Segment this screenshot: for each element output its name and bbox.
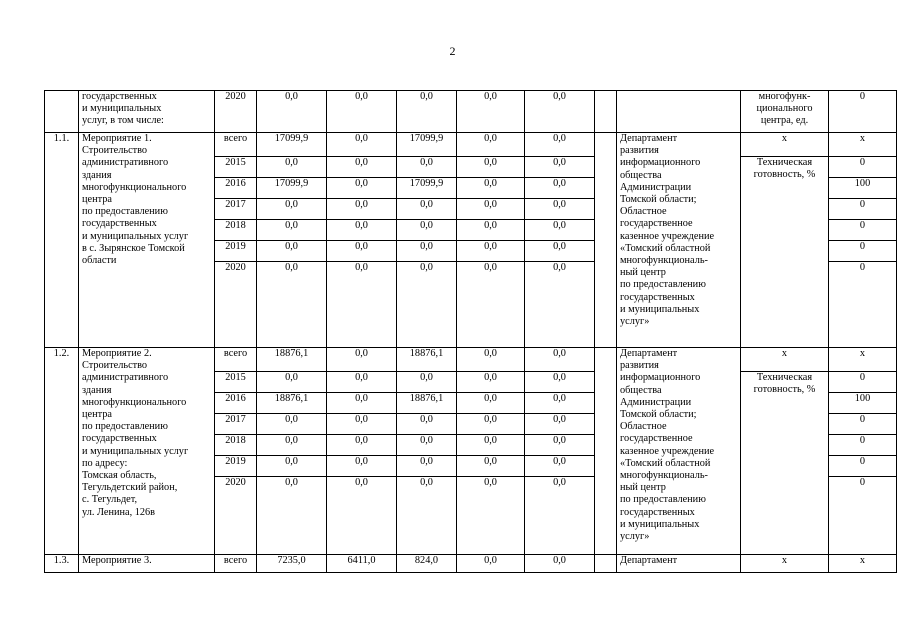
regional-amount: 824,0	[397, 555, 457, 573]
extra-amount: 0,0	[525, 348, 595, 372]
total-amount: 17099,9	[257, 178, 327, 199]
empty-cell	[595, 91, 617, 133]
total-amount: 17099,9	[257, 133, 327, 157]
year-cell: всего	[215, 348, 257, 372]
year-cell: 2015	[215, 157, 257, 178]
local-amount: 0,0	[457, 220, 525, 241]
measure-name: государственных и муниципальных услуг, в том числе:	[79, 91, 215, 133]
local-amount: 0,0	[457, 133, 525, 157]
indicator-value: 0	[829, 414, 897, 435]
regional-amount: 0,0	[397, 91, 457, 133]
indicator-value: 0	[829, 262, 897, 348]
indicator-value: 0	[829, 91, 897, 133]
extra-amount: 0,0	[525, 262, 595, 348]
indicator-value: 0	[829, 199, 897, 220]
local-amount: 0,0	[457, 199, 525, 220]
executor-name	[617, 91, 741, 133]
extra-amount: 0,0	[525, 414, 595, 435]
local-amount: 0,0	[457, 91, 525, 133]
extra-amount: 0,0	[525, 199, 595, 220]
total-amount: 18876,1	[257, 393, 327, 414]
regional-amount: 0,0	[397, 157, 457, 178]
federal-amount: 0,0	[327, 199, 397, 220]
measure-name: Мероприятие 3.	[79, 555, 215, 573]
regional-amount: 18876,1	[397, 393, 457, 414]
row-number: 1.2.	[45, 348, 79, 555]
extra-amount: 0,0	[525, 178, 595, 199]
page-number: 2	[449, 44, 456, 58]
indicator-value: х	[829, 133, 897, 157]
row-number: 1.3.	[45, 555, 79, 573]
federal-amount: 0,0	[327, 133, 397, 157]
executor-name: Департамент	[617, 555, 741, 573]
local-amount: 0,0	[457, 393, 525, 414]
regional-amount: 0,0	[397, 435, 457, 456]
federal-amount: 0,0	[327, 456, 397, 477]
total-amount: 0,0	[257, 220, 327, 241]
local-amount: 0,0	[457, 241, 525, 262]
row-number	[45, 91, 79, 133]
indicator-value: 100	[829, 178, 897, 199]
total-amount: 7235,0	[257, 555, 327, 573]
year-cell: 2018	[215, 435, 257, 456]
extra-amount: 0,0	[525, 91, 595, 133]
indicator-name: х	[741, 348, 829, 372]
table-row	[45, 348, 897, 372]
year-cell: всего	[215, 133, 257, 157]
extra-amount: 0,0	[525, 435, 595, 456]
total-amount: 0,0	[257, 241, 327, 262]
extra-amount: 0,0	[525, 241, 595, 262]
local-amount: 0,0	[457, 456, 525, 477]
extra-amount: 0,0	[525, 393, 595, 414]
federal-amount: 0,0	[327, 220, 397, 241]
year-cell: всего	[215, 555, 257, 573]
regional-amount: 17099,9	[397, 133, 457, 157]
extra-amount: 0,0	[525, 133, 595, 157]
executor-name: Департамент развития информационного общества Администрации Томской области; Областное государственное казенное учреждение «Томский областной многофункциональ- ный центр по предоставлению государственных и муниципальных услуг»	[617, 133, 741, 348]
year-cell: 2018	[215, 220, 257, 241]
regional-amount: 18876,1	[397, 348, 457, 372]
regional-amount: 0,0	[397, 477, 457, 555]
local-amount: 0,0	[457, 178, 525, 199]
regional-amount: 0,0	[397, 414, 457, 435]
local-amount: 0,0	[457, 414, 525, 435]
extra-amount: 0,0	[525, 372, 595, 393]
federal-amount: 0,0	[327, 393, 397, 414]
empty-cell	[595, 555, 617, 573]
local-amount: 0,0	[457, 555, 525, 573]
total-amount: 0,0	[257, 91, 327, 133]
total-amount: 0,0	[257, 456, 327, 477]
indicator-value: 0	[829, 477, 897, 555]
year-cell: 2015	[215, 372, 257, 393]
indicator-name: многофунк- ционального центра, ед.	[741, 91, 829, 133]
measure-name: Мероприятие 1. Строительство административного здания многофункционального центра по предоставлению государственных и муниципальных услуг в с. Зырянское Томской области	[79, 133, 215, 348]
indicator-value: 0	[829, 372, 897, 393]
extra-amount: 0,0	[525, 555, 595, 573]
indicator-value: 0	[829, 157, 897, 178]
total-amount: 0,0	[257, 199, 327, 220]
year-cell: 2019	[215, 456, 257, 477]
extra-amount: 0,0	[525, 456, 595, 477]
year-cell: 2017	[215, 414, 257, 435]
indicator-value: 100	[829, 393, 897, 414]
table-body	[45, 91, 897, 573]
federal-amount: 0,0	[327, 262, 397, 348]
year-cell: 2020	[215, 91, 257, 133]
indicator-value: х	[829, 555, 897, 573]
table-row	[45, 555, 897, 573]
year-cell: 2017	[215, 199, 257, 220]
regional-amount: 0,0	[397, 241, 457, 262]
indicator-name: х	[741, 555, 829, 573]
year-cell: 2020	[215, 262, 257, 348]
indicator-name: Техническая готовность, %	[741, 372, 829, 555]
extra-amount: 0,0	[525, 157, 595, 178]
year-cell: 2019	[215, 241, 257, 262]
table-row	[45, 133, 897, 157]
indicator-value: х	[829, 348, 897, 372]
federal-amount: 0,0	[327, 372, 397, 393]
total-amount: 0,0	[257, 157, 327, 178]
extra-amount: 0,0	[525, 477, 595, 555]
regional-amount: 0,0	[397, 262, 457, 348]
federal-amount: 0,0	[327, 348, 397, 372]
total-amount: 0,0	[257, 435, 327, 456]
measure-name: Мероприятие 2. Строительство административного здания многофункционального центра по предоставлению государственных и муниципальных услуг по адресу: Томская область, Тегульдетский район, с. Тегульдет, ул. Ленина, 126в	[79, 348, 215, 555]
indicator-name: Техническая готовность, %	[741, 157, 829, 348]
local-amount: 0,0	[457, 262, 525, 348]
federal-amount: 0,0	[327, 91, 397, 133]
year-cell: 2016	[215, 178, 257, 199]
total-amount: 18876,1	[257, 348, 327, 372]
regional-amount: 17099,9	[397, 178, 457, 199]
federal-amount: 0,0	[327, 477, 397, 555]
federal-amount: 0,0	[327, 178, 397, 199]
executor-name: Департамент развития информационного общества Администрации Томской области; Областное государственное казенное учреждение «Томский областной многофункциональ- ный центр по предоставлению государственных и муниципальных услуг»	[617, 348, 741, 555]
indicator-value: 0	[829, 456, 897, 477]
federal-amount: 0,0	[327, 157, 397, 178]
local-amount: 0,0	[457, 477, 525, 555]
regional-amount: 0,0	[397, 199, 457, 220]
total-amount: 0,0	[257, 372, 327, 393]
federal-amount: 0,0	[327, 435, 397, 456]
regional-amount: 0,0	[397, 220, 457, 241]
regional-amount: 0,0	[397, 456, 457, 477]
federal-amount: 6411,0	[327, 555, 397, 573]
extra-amount: 0,0	[525, 220, 595, 241]
empty-cell	[595, 348, 617, 555]
empty-cell	[595, 133, 617, 348]
indicator-value: 0	[829, 435, 897, 456]
indicator-value: 0	[829, 241, 897, 262]
federal-amount: 0,0	[327, 241, 397, 262]
total-amount: 0,0	[257, 477, 327, 555]
local-amount: 0,0	[457, 435, 525, 456]
local-amount: 0,0	[457, 157, 525, 178]
local-amount: 0,0	[457, 372, 525, 393]
budget-table	[44, 90, 897, 573]
total-amount: 0,0	[257, 262, 327, 348]
indicator-value: 0	[829, 220, 897, 241]
year-cell: 2020	[215, 477, 257, 555]
federal-amount: 0,0	[327, 414, 397, 435]
indicator-name: х	[741, 133, 829, 157]
total-amount: 0,0	[257, 414, 327, 435]
regional-amount: 0,0	[397, 372, 457, 393]
row-number: 1.1.	[45, 133, 79, 348]
table-row	[45, 91, 897, 133]
year-cell: 2016	[215, 393, 257, 414]
local-amount: 0,0	[457, 348, 525, 372]
